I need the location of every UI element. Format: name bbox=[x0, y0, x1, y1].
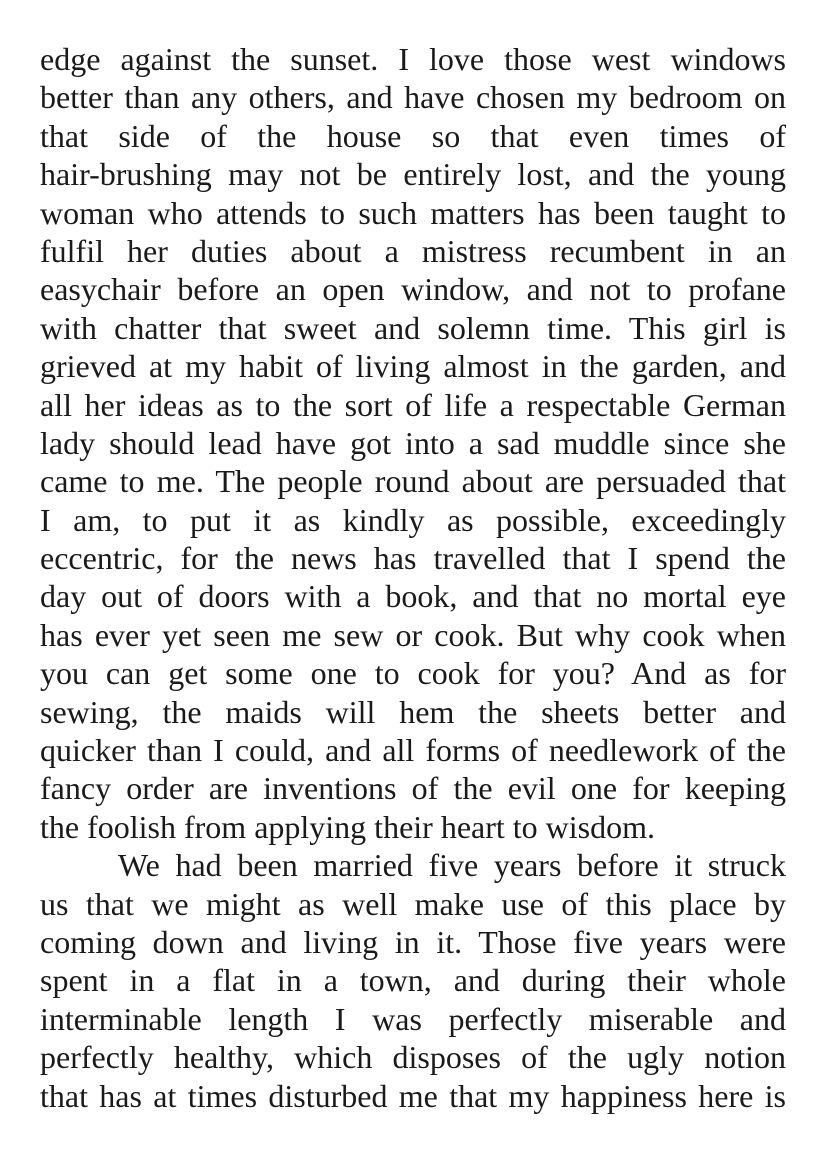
paragraph-2 bbox=[40, 846, 786, 1115]
text-line: has ever yet seen me sew or cook. But why cook when bbox=[40, 616, 786, 653]
text-line: came to me. The people round about are persuaded that bbox=[40, 463, 786, 500]
text-line: interminable length I was perfectly miserable and bbox=[40, 1000, 786, 1037]
text-line: that has at times disturbed me that my happiness here is bbox=[40, 1077, 786, 1114]
paragraph-1 bbox=[40, 40, 786, 846]
text-line: the foolish from applying their heart to wisdom. bbox=[40, 808, 655, 845]
text-line: fulfil her duties about a mistress recumbent in an bbox=[40, 232, 786, 269]
text-line: with chatter that sweet and solemn time. This girl is bbox=[40, 309, 786, 346]
text-line: all her ideas as to the sort of life a respectable German bbox=[40, 386, 786, 423]
text-line: day out of doors with a book, and that no mortal eye bbox=[40, 578, 786, 615]
text-line: eccentric, for the news has travelled that I spend the bbox=[40, 540, 786, 577]
text-line: edge against the sunset. I love those west windows bbox=[40, 41, 786, 77]
text-line: perfectly healthy, which disposes of the ugly notion bbox=[40, 1039, 786, 1076]
text-line: quicker than I could, and all forms of needlework of the bbox=[40, 732, 786, 769]
text-line: lady should lead have got into a sad muddle since she bbox=[40, 424, 786, 461]
book-page bbox=[40, 40, 786, 1115]
text-line: you can get some one to cook for you? And as for bbox=[40, 655, 786, 692]
text-line: better than any others, and have chosen my bedroom on bbox=[40, 79, 786, 116]
text-line: fancy order are inventions of the evil one for keeping bbox=[40, 770, 786, 807]
text-line: woman who attends to such matters has been taught to bbox=[40, 194, 786, 231]
text-line: sewing, the maids will hem the sheets better and bbox=[40, 693, 786, 730]
text-line: us that we might as well make use of this place by bbox=[40, 885, 786, 922]
text-line: easychair before an open window, and not to profane bbox=[40, 271, 786, 308]
text-line: coming down and living in it. Those five years were bbox=[40, 923, 786, 960]
text-line: grieved at my habit of living almost in the garden, and bbox=[40, 348, 786, 385]
text-line: hair-brushing may not be entirely lost, and the young bbox=[40, 156, 786, 193]
text-line: I am, to put it as kindly as possible, exceedingly bbox=[40, 501, 786, 538]
text-line: We had been married five years before it struck bbox=[118, 847, 786, 884]
text-line: spent in a flat in a town, and during their whole bbox=[40, 962, 786, 999]
text-line: that side of the house so that even times of bbox=[40, 117, 786, 154]
